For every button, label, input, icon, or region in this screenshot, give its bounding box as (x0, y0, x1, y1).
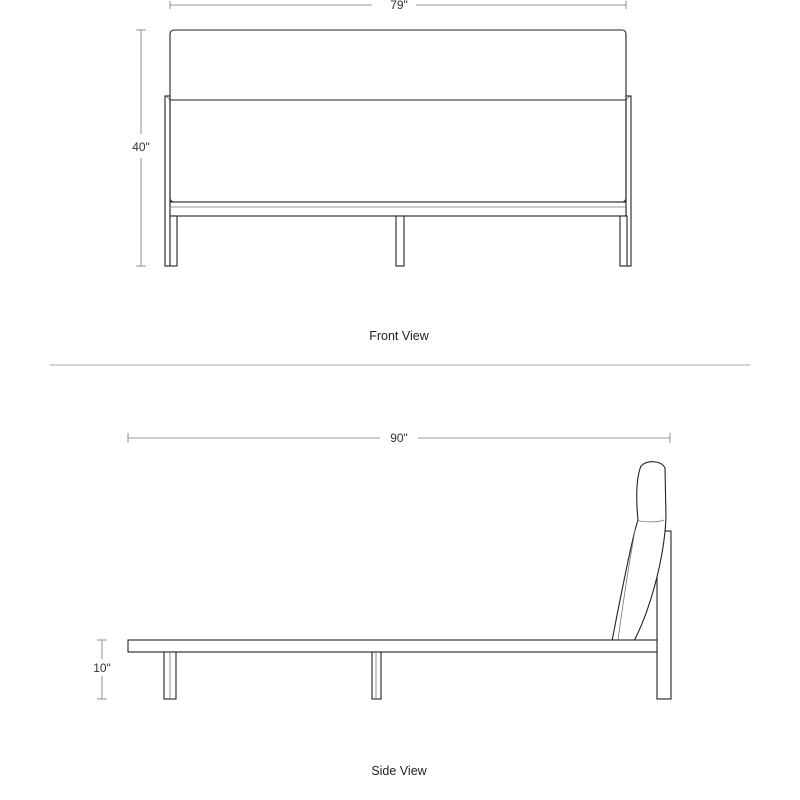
side-leg-center (372, 652, 381, 699)
front-frame-rail (170, 202, 626, 216)
side-height-label: 10" (93, 661, 111, 675)
side-length-dimension (128, 431, 670, 445)
front-post-left (165, 96, 170, 266)
front-leg-center (396, 216, 404, 266)
front-leg-left (170, 216, 177, 266)
side-view (93, 431, 671, 778)
front-view (132, 0, 631, 343)
side-length-label: 90" (390, 431, 408, 445)
front-view-caption: Front View (369, 329, 429, 343)
front-width-dimension (170, 0, 626, 12)
side-view-caption: Side View (371, 764, 427, 778)
side-platform-deck (128, 640, 657, 652)
side-height-dimension (93, 640, 111, 699)
front-height-label: 40" (132, 140, 150, 154)
front-leg-right (620, 216, 627, 266)
front-width-label: 79" (390, 0, 408, 12)
front-headboard (170, 30, 626, 202)
front-height-dimension (132, 30, 150, 266)
